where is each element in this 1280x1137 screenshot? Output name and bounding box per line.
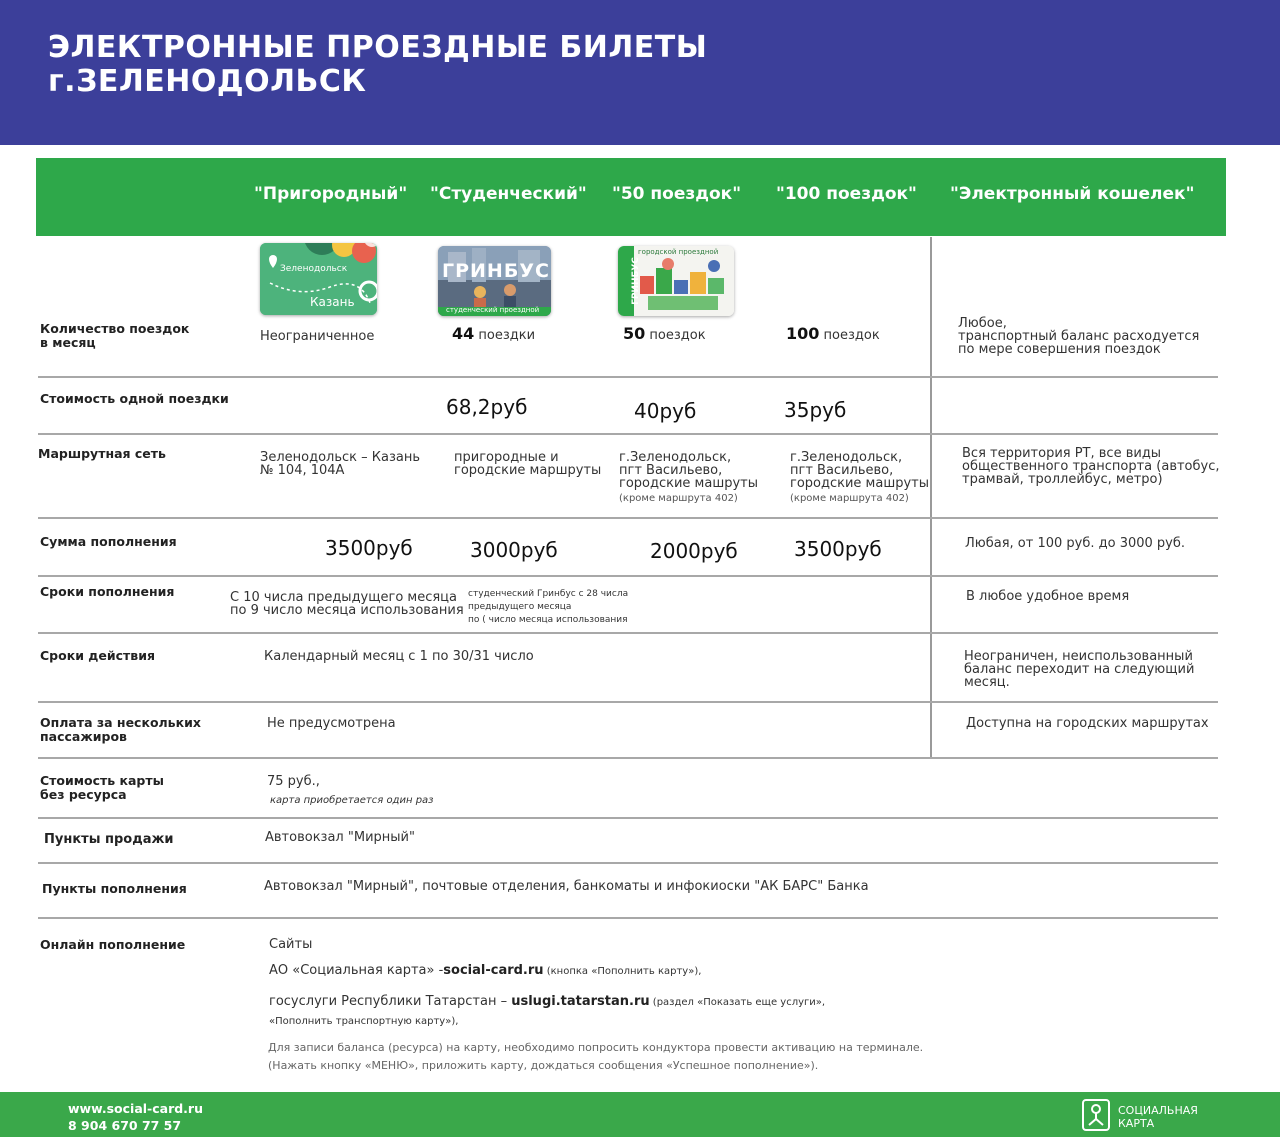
online-sites-heading: Сайты [269,937,313,952]
row-divider [38,517,1218,519]
topup-hundred: 3500руб [794,537,882,561]
card-cost-note: карта приобретается один раз [270,795,434,806]
student-card-image [438,246,551,316]
topup-terms-general: С 10 числа предыдущего месяца по 9 число месяца использования [230,590,464,618]
footer-bar [0,1092,1280,1137]
social-card-link[interactable]: social-card.ru [443,963,544,978]
route-hundred-note: (кроме маршрута 402) [790,493,909,504]
trips-prigorodny: Неограниченное [260,329,375,344]
page-subtitle: г.ЗЕЛЕНОДОЛЬСК [48,64,367,99]
activation-note-line2: (Нажать кнопку «МЕНЮ», приложить карту, дождаться сообщения «Успешное пополнение»). [268,1059,819,1072]
topup-prigorodny: 3500руб [325,536,413,560]
trips-hundred: 100 поездок [786,324,880,343]
online-line-gosuslugi: госуслуги Республики Татарстан – uslugi.tatarstan.ru (раздел «Показать еще услуги», [269,994,826,1009]
card-dest-label: Казань [310,295,355,309]
online-line-gosuslugi-cont: «Пополнить транспортную карту»), [269,1016,459,1027]
row-divider [38,757,1218,759]
student-card-brand: ГРИНБУС [442,260,550,282]
row-label-topup-points: Пункты пополнения [42,881,187,896]
trips-fifty: 50 поездок [623,324,706,343]
social-card-logo-icon [1082,1099,1110,1131]
topup-points-value: Автовокзал "Мирный", почтовые отделения, банкоматы и инфокиоски "АК БАРС" Банка [264,879,869,894]
prigorodny-card-image [260,243,377,315]
fifty-card-caption: городской проездной [638,248,719,256]
column-header-prigorodny: "Пригородный" [254,184,408,204]
row-divider [38,433,1218,435]
row-divider [38,817,1218,819]
row-label-sale-points: Пункты продажи [44,832,174,847]
row-divider [38,632,1218,634]
row-label-cost-per-trip: Стоимость одной поездки [40,391,229,406]
validity-wallet: Неограничен, неиспользованный баланс переходит на следующий месяц. [964,649,1195,690]
page-title: ЭЛЕКТРОННЫЕ ПРОЕЗДНЫЕ БИЛЕТЫ [48,30,708,65]
row-label-multi-pay: Оплата за нескольких пассажиров [40,715,201,744]
column-header-student: "Студенческий" [430,184,587,204]
row-label-topup-sum: Сумма пополнения [40,534,177,549]
wallet-column-divider [930,237,932,757]
cost-student: 68,2руб [446,395,528,419]
footer-phone[interactable]: 8 904 670 77 57 [68,1118,182,1133]
row-label-topup-terms: Сроки пополнения [40,584,175,599]
student-card-caption: студенческий проездной [446,306,540,314]
column-header-100: "100 поездок" [776,184,917,204]
row-label-validity: Сроки действия [40,648,155,663]
fifty-card-brand: ГРИНБУС [630,257,641,305]
activation-note-line1: Для записи баланса (ресурса) на карту, необходимо попросить кондуктора провести активацию на терминале. [268,1041,924,1054]
topup-terms-student: студенческий Гринбус с 28 числа предыдущего месяца по ( число месяца использования [468,589,629,625]
column-header-wallet: "Электронный кошелек" [950,184,1195,204]
card-city-label: Зеленодольск [280,264,348,274]
card-cost-value: 75 руб., [267,774,320,789]
row-label-route: Маршрутная сеть [38,446,166,461]
route-wallet: Вся территория РТ, все виды общественного транспорта (автобус, трамвай, троллейбус, метро) [962,446,1220,487]
route-prigorodny: Зеленодольск – Казань № 104, 104А [260,450,421,478]
topup-terms-wallet: В любое удобное время [966,589,1130,604]
sale-points-value: Автовокзал "Мирный" [265,830,415,845]
row-divider [38,917,1218,919]
trips-wallet: Любое, транспортный баланс расходуется по мере совершения поездок [958,316,1200,357]
multi-pay-general: Не предусмотрена [267,716,396,731]
row-divider [38,575,1218,577]
validity-general: Календарный месяц с 1 по 30/31 число [264,649,534,664]
route-student: пригородные и городские маршруты [454,450,602,478]
route-hundred: г.Зеленодольск, пгт Васильево, городские машруты [790,450,930,491]
header-banner [0,0,1280,145]
footer-brand: СОЦИАЛЬНАЯ КАРТА [1118,1104,1198,1130]
topup-student: 3000руб [470,538,558,562]
gosuslugi-link[interactable]: uslugi.tatarstan.ru [511,994,650,1009]
footer-website[interactable]: www.social-card.ru [68,1101,203,1116]
row-divider [38,862,1218,864]
trips-student: 44 поездки [452,324,536,343]
route-fifty-note: (кроме маршрута 402) [619,493,738,504]
row-divider [38,701,1218,703]
cost-hundred: 35руб [784,398,847,422]
route-fifty: г.Зеленодольск, пгт Васильево, городские машруты [619,450,759,491]
row-divider [38,376,1218,378]
topup-wallet: Любая, от 100 руб. до 3000 руб. [965,536,1186,551]
fifty-card-image [618,246,734,316]
row-label-card-cost: Стоимость карты без ресурса [40,773,164,802]
row-label-online: Онлайн пополнение [40,937,186,952]
row-label-trips: Количество поездок в месяц [40,321,190,350]
topup-fifty: 2000руб [650,539,738,563]
online-line-social-card: АО «Социальная карта» -social-card.ru (кнопка «Пополнить карту»), [269,963,702,978]
cost-fifty: 40руб [634,399,697,423]
column-header-50: "50 поездок" [612,184,742,204]
multi-pay-wallet: Доступна на городских маршрутах [966,716,1209,731]
